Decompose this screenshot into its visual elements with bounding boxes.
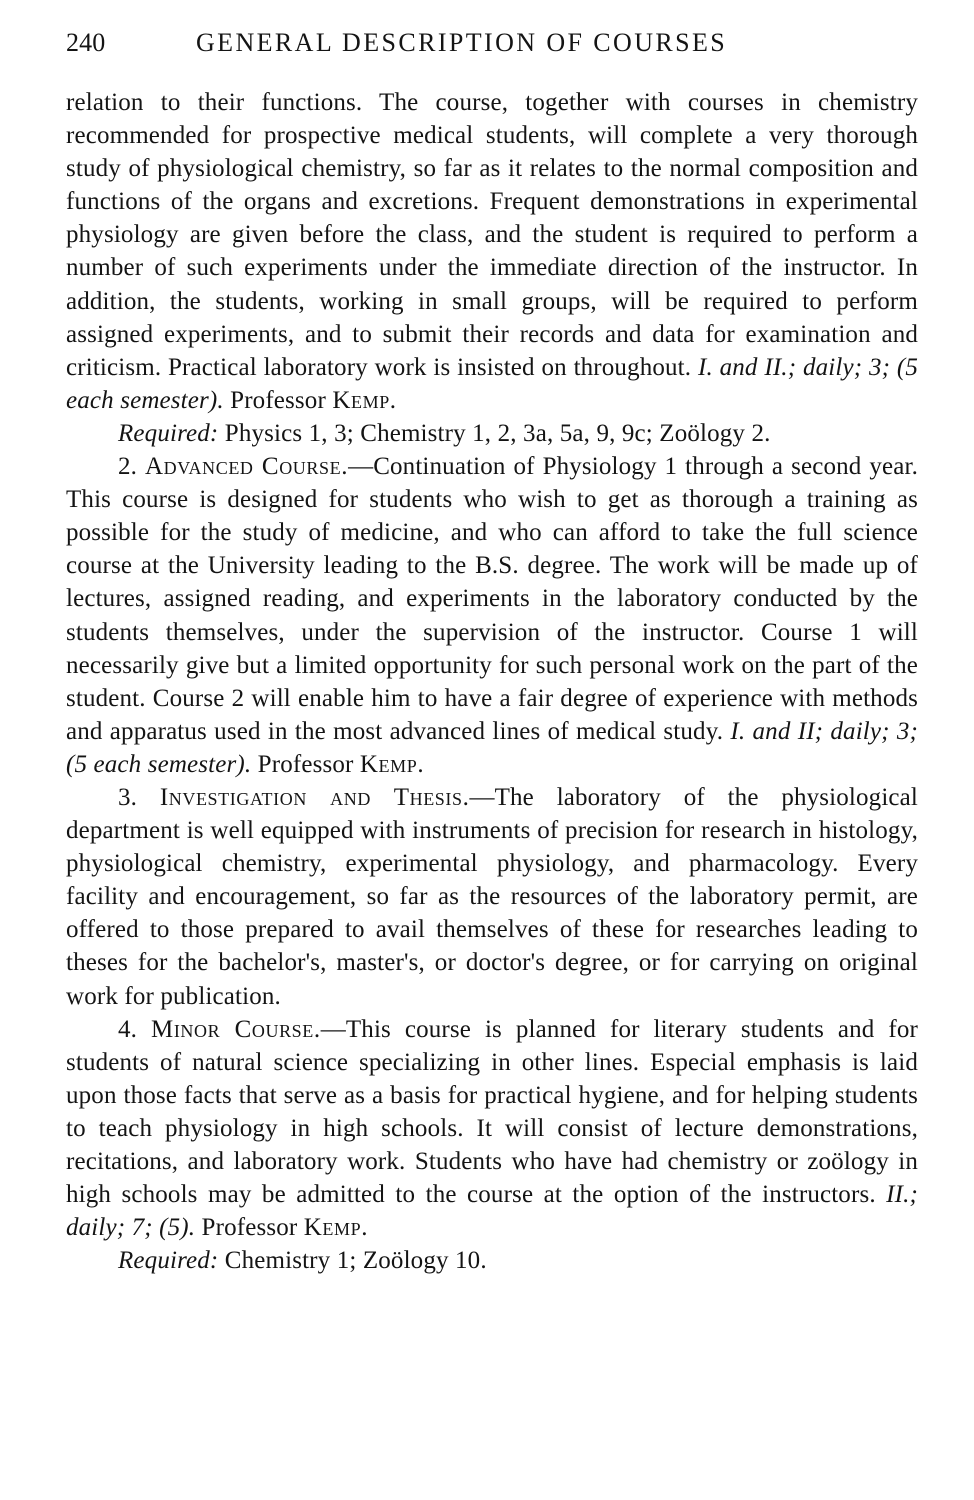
required-label: Required: bbox=[118, 419, 219, 447]
course-4-paragraph bbox=[66, 1013, 918, 1245]
course-number: 3. bbox=[118, 783, 160, 811]
page-number: 240 bbox=[66, 28, 106, 57]
paragraph-text: —This course is planned for literary students and for students of natural science specializing in other lines. Especial emphasis is laid upon those facts that serve as a basis for practical hygiene, and for helping students to teach physiology in high schools. It will consist of lecture demonstrations, recitations, and laboratory work. Students who have had chemistry or zoölogy in high schools may be admitted to the course at the option of the instructors. bbox=[66, 1015, 918, 1209]
running-title: GENERAL DESCRIPTION OF COURSES bbox=[196, 28, 728, 57]
paragraph-text: relation to their functions. The course, together with courses in chemistry recommended for prospective medical students, will complete a very thorough study of physiological chemistry, so far as it relates to the normal composition and functions of the organs and excretions. Frequent demonstrations in experimental physiology are given before the class, and the student is required to perform a number of such experiments under the immediate direction of the instructor. In addition, the students, working in small groups, will be required to perform assigned experiments, and to submit their records and data for examination and criticism. Practical laboratory work is insisted on throughout. bbox=[66, 89, 918, 381]
requirements-text: Physics 1, 3; Chemistry 1, 2, 3a, 5a, 9, 9c; Zoölogy 2. bbox=[218, 419, 771, 447]
course-2-paragraph bbox=[66, 450, 918, 781]
professor-prefix: Professor bbox=[251, 750, 360, 778]
paragraph-text: —Continuation of Physiology 1 through a second year. This course is designed for students who wish to get as thorough a training as possible for the study of medicine, and who can afford to take the full science course at the University leading to the B.S. degree. The work will be made up of lectures, assigned reading, and experiments in the laboratory conducted by the students themselves, under the supervision of the instructor. Course 1 will necessarily give but a limited opportunity for such personal work on the part of the student. Course 2 will enable him to have a fair degree of experience with methods and apparatus used in the most advanced lines of medical study. bbox=[66, 453, 918, 745]
schedule-text: II.; daily; 7; (5). bbox=[66, 1181, 918, 1242]
course-1-continuation-paragraph bbox=[66, 86, 918, 417]
professor-name: Kemp. bbox=[332, 386, 397, 414]
page-header bbox=[66, 26, 918, 78]
course-4-requirements bbox=[66, 1244, 918, 1277]
schedule-text: I. and II; daily; 3; (5 each semester). bbox=[66, 717, 918, 778]
course-1-requirements bbox=[66, 417, 918, 450]
course-number: 4. bbox=[118, 1015, 151, 1043]
professor-prefix: Professor bbox=[195, 1214, 304, 1242]
course-number: 2. bbox=[118, 453, 145, 481]
professor-prefix: Professor bbox=[223, 386, 333, 414]
requirements-text: Chemistry 1; Zoölogy 10. bbox=[218, 1247, 487, 1275]
course-title: Minor Course. bbox=[150, 1015, 321, 1043]
professor-name: Kemp. bbox=[303, 1214, 369, 1242]
professor-name: Kemp. bbox=[359, 750, 425, 778]
required-label: Required: bbox=[118, 1247, 219, 1275]
course-title: Investigation and Thesis. bbox=[159, 783, 470, 811]
paragraph-text: —The laboratory of the physiological department is well equipped with instruments of precision for research in histology, physiological chemistry, experimental physiology, and pharmacology. Every facility and encouragement, so far as the resources of the laboratory permit, are offered to those prepared to avail themselves of these for researches leading to theses for the bachelor's, master's, or doctor's degree, or for carrying on original work for publication. bbox=[66, 783, 918, 1010]
course-title: Advanced Course. bbox=[145, 453, 349, 481]
schedule-text: I. and II.; daily; 3; (5 each semester). bbox=[66, 353, 918, 414]
course-3-paragraph bbox=[66, 781, 918, 1013]
book-page bbox=[66, 26, 918, 1486]
